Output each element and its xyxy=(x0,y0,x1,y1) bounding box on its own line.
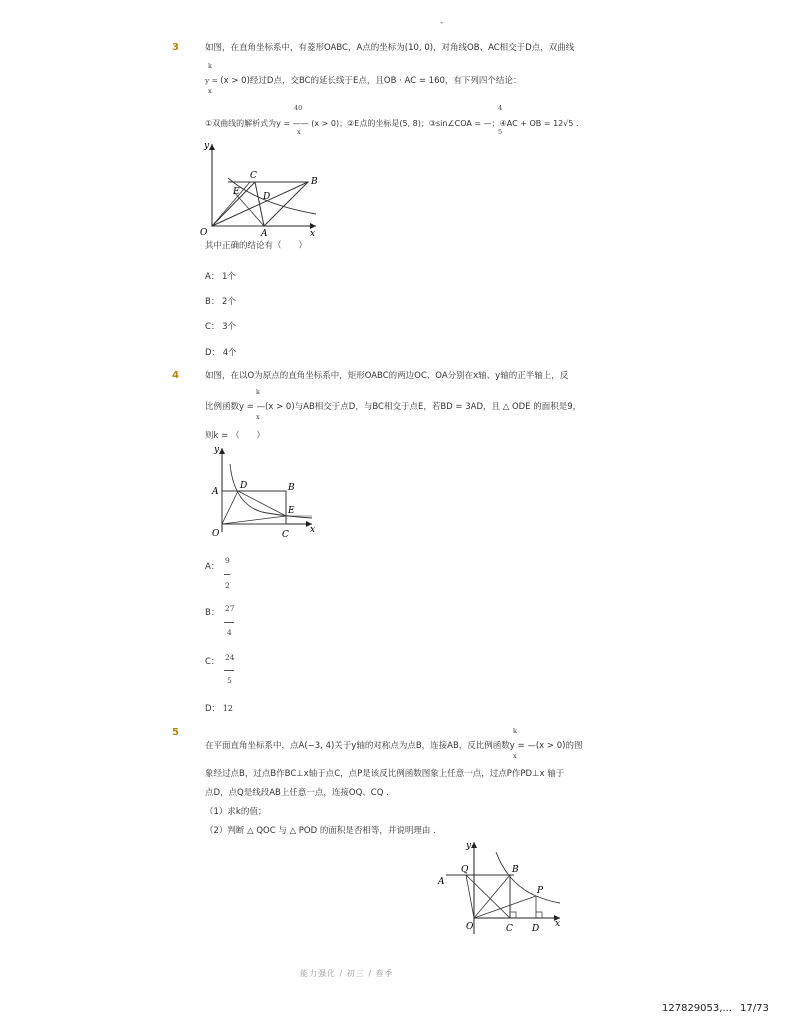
q4-x: x xyxy=(256,413,260,421)
q5-label-d: D xyxy=(532,924,540,934)
q3-label-x: x xyxy=(310,229,316,238)
q5-right-angle-d xyxy=(536,912,542,918)
q3-label-o: O xyxy=(200,228,208,238)
q4-y-arrow xyxy=(219,448,225,454)
q4-option-b-num: 27 xyxy=(225,604,235,613)
q5-label-o: O xyxy=(466,922,474,932)
q4-option-d[interactable] xyxy=(205,702,233,714)
q4-option-a[interactable]: A： xyxy=(205,562,220,572)
q3-option-a[interactable]: A： 1个 xyxy=(205,272,236,282)
q3-y-arrow xyxy=(209,144,215,150)
q4-label-b: B xyxy=(288,483,295,493)
q5-label-x: x xyxy=(555,919,561,929)
q3-frac5: 5 xyxy=(498,128,503,136)
q3-question: 其中正确的结论有（ ） xyxy=(205,241,308,251)
q5-label-p: P xyxy=(537,886,544,896)
question-4-number: 4 xyxy=(172,370,179,381)
q5-label-c: C xyxy=(506,924,513,934)
q5-label-b: B xyxy=(512,865,519,875)
q3-option-c[interactable]: C： 3个 xyxy=(205,322,237,332)
q4-option-c-den: 5 xyxy=(227,676,232,685)
q4-option-b-den: 4 xyxy=(227,628,232,637)
q3-label-b: B xyxy=(311,177,318,187)
q3-k: k xyxy=(208,62,212,70)
q3-conclusions: ①双曲线的解析式为y = —— (x > 0)；②E点的坐标是(5, 8)；③sin∠COA = —；④AC + OB = 12√5 . xyxy=(205,119,579,128)
q3-cond: (x > 0)经过D点，交BC的延长线于E点，且OB · AC = 160，有下列四个结论： xyxy=(220,76,522,86)
q5-x: x xyxy=(513,752,517,760)
q4-option-a-num: 9 xyxy=(225,556,230,565)
q5-sub1: （1）求k的值； xyxy=(205,807,267,817)
q5-line3: 点D，点Q是线段AB上任意一点，连接OQ、CQ . xyxy=(205,788,389,798)
q3-label-e: E xyxy=(233,187,240,197)
q3-label-y: y xyxy=(204,141,210,151)
q4-line2: 比例函数y = —(x > 0)与AB相交于点D，与BC相交于点E，若BD = 3AD，且 △ ODE 的面积是9， xyxy=(205,402,582,412)
q5-label-y: y xyxy=(466,841,472,851)
q3-line1: 如图，在直角坐标系中，有菱形OABC，A点的坐标为(10, 0)，对角线OB、AC相交于D点，双曲线 xyxy=(205,43,575,53)
q3-option-d[interactable]: D： 4个 xyxy=(205,348,237,358)
q5-hyperbola xyxy=(496,852,560,903)
top-mark: - xyxy=(440,18,444,28)
q4-label-o: O xyxy=(212,529,220,539)
q4-line-od xyxy=(222,491,238,524)
q5-label-a: A xyxy=(438,877,445,887)
doc-id: 127829053,... xyxy=(662,1003,732,1014)
q3-rhombus-diagram xyxy=(198,138,328,238)
q5-function-diagram xyxy=(436,838,566,938)
q4-option-a-bar xyxy=(224,574,230,575)
q4-label-d: D xyxy=(240,481,248,491)
question-3-number: 3 xyxy=(172,42,179,53)
q4-k: k xyxy=(256,388,260,396)
q4-line-oe xyxy=(222,516,286,524)
q4-option-c-bar xyxy=(224,670,234,671)
q4-line1: 如图，在以O为原点的直角坐标系中，矩形OABC的两边OC、OA分别在x轴、y轴的正半轴上，反 xyxy=(205,371,569,381)
q4-label-x: x xyxy=(310,525,316,535)
q5-right-angle-c xyxy=(510,912,516,918)
q4-label-e: E xyxy=(288,506,295,516)
q3-option-b[interactable]: B： 2个 xyxy=(205,297,236,307)
q3-frac40: 40 xyxy=(294,104,303,112)
q4-option-c[interactable]: C： xyxy=(205,657,220,667)
q5-line2: 象经过点B，过点B作BC⊥x轴于点C，点P是该反比例函数图象上任意一点，过点P作PD⊥x 轴于 xyxy=(205,769,565,779)
q4-option-c-num: 24 xyxy=(225,653,235,662)
q3-x: x xyxy=(208,87,212,95)
q4-option-d-value: 12 xyxy=(222,704,233,713)
q4-rectangle xyxy=(222,491,286,524)
q5-y-arrow xyxy=(471,842,477,848)
q3-frac4: 4 xyxy=(498,104,503,112)
q3-label-c: C xyxy=(250,171,257,181)
q4-option-d-label: D： xyxy=(205,704,221,714)
q4-option-a-den: 2 xyxy=(225,581,230,590)
q3-label-a: A xyxy=(261,229,268,238)
q4-line3: 则k = （ ） xyxy=(205,431,265,441)
q3-label-d: D xyxy=(263,192,271,202)
q5-sub2: （2）判断 △ QOC 与 △ POD 的面积是否相等，并说明理由 . xyxy=(205,826,436,836)
q4-rectangle-diagram xyxy=(202,442,327,542)
q4-label-a: A xyxy=(212,487,219,497)
q4-option-b-bar xyxy=(224,622,234,623)
q5-label-q: Q xyxy=(461,865,469,875)
page-counter: 17/73 xyxy=(740,1003,769,1014)
q3-x-bottom2: x xyxy=(297,128,301,136)
question-5-number: 5 xyxy=(172,727,179,738)
q3-y: y = xyxy=(205,76,221,85)
q5-k: k xyxy=(513,727,517,735)
q5-line1: 在平面直角坐标系中，点A(−3, 4)关于y轴的对称点为点B，连接AB，反比例函数y = —(x > 0)的图 xyxy=(205,741,583,751)
q3-diagonal-ac xyxy=(255,182,264,226)
q4-option-b[interactable]: B： xyxy=(205,608,220,618)
q3-line-ea xyxy=(234,192,264,226)
page-footer: 能力强化 / 初三 / 春季 xyxy=(300,969,394,978)
q4-label-c: C xyxy=(282,530,289,540)
q4-label-y: y xyxy=(214,445,220,455)
q3-y-expr xyxy=(205,75,521,87)
